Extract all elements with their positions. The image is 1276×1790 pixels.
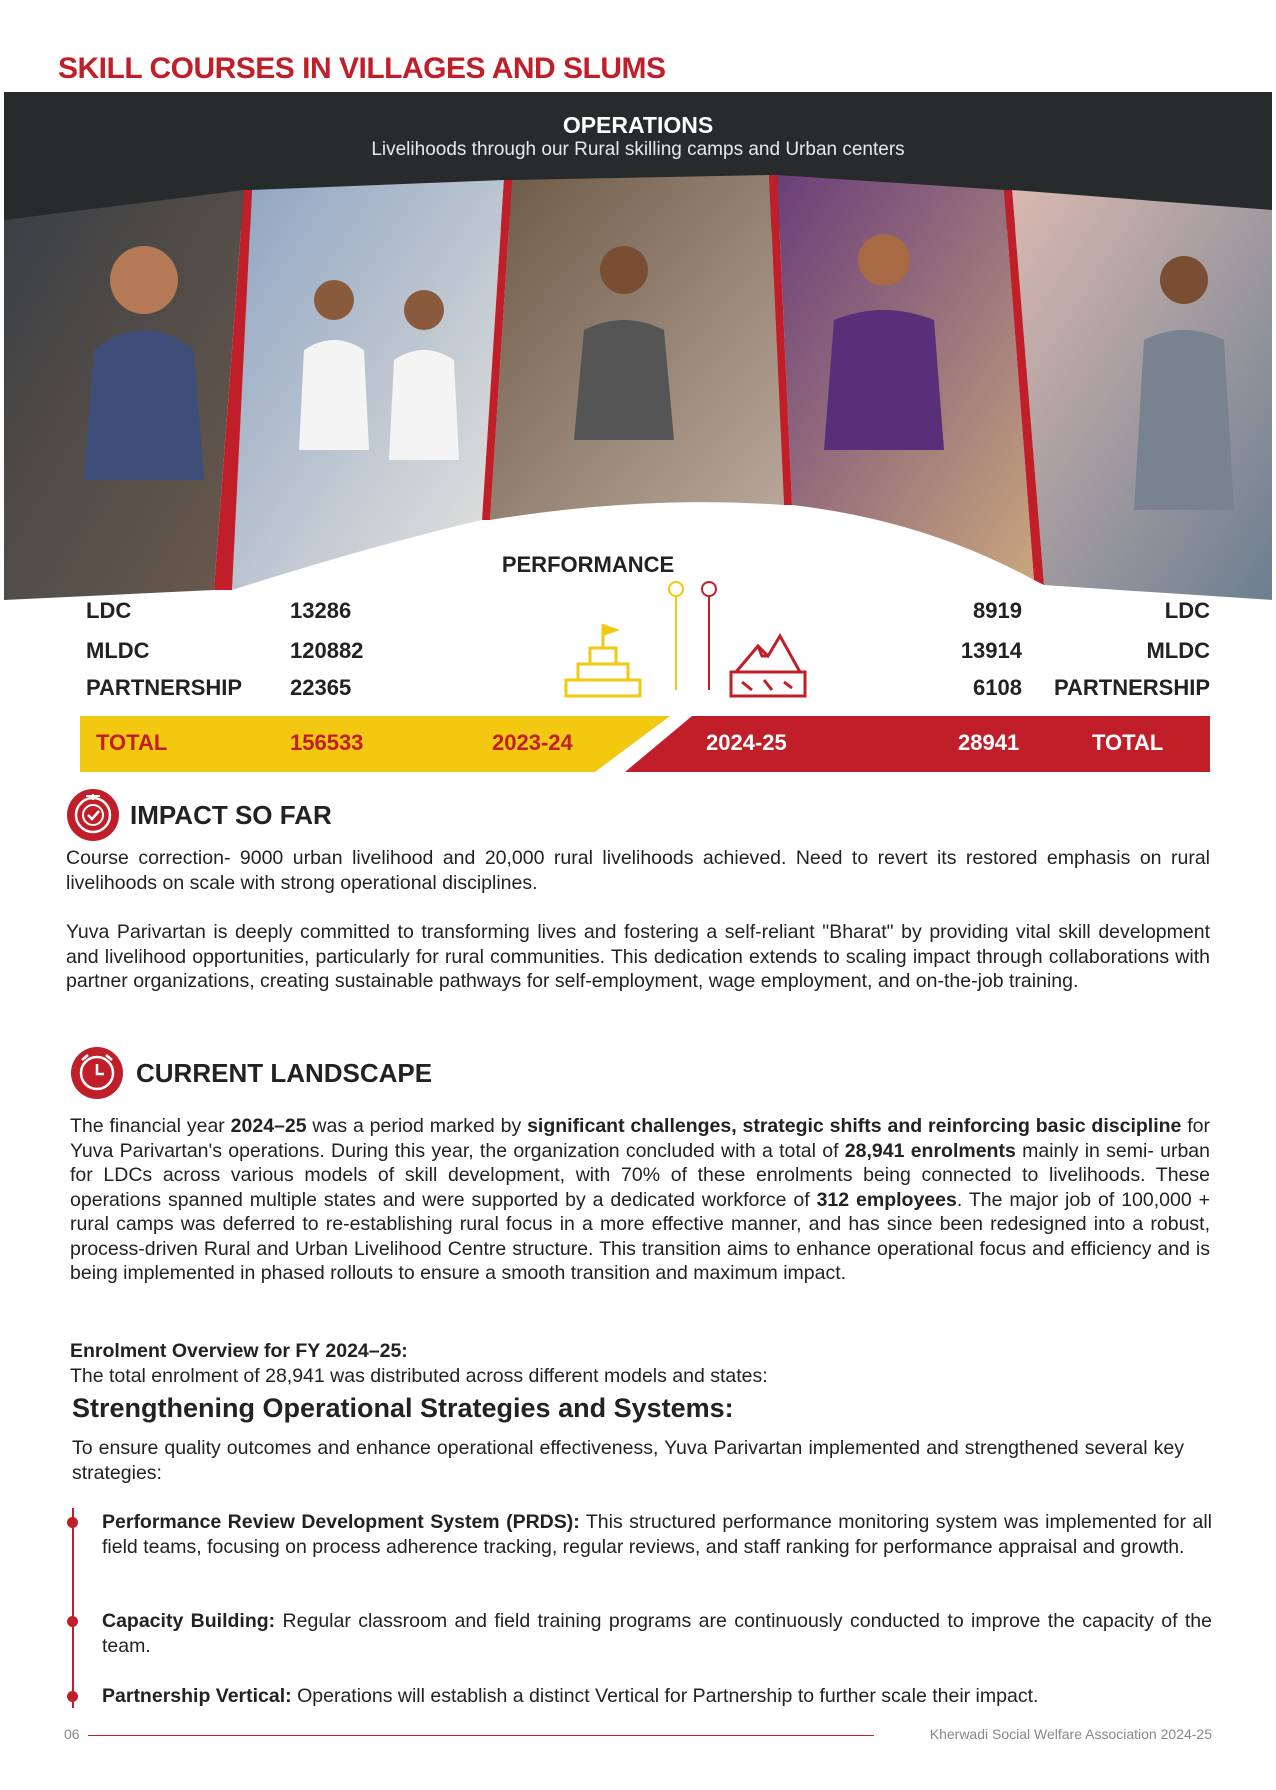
stat-value-partnership-2023: 22365 <box>290 675 352 700</box>
photo-nursing-students <box>232 180 504 590</box>
stat-value-mldc-2023: 120882 <box>290 638 364 663</box>
clock-icon <box>70 1046 124 1100</box>
landscape-heading: CURRENT LANDSCAPE <box>136 1058 433 1088</box>
bullet-dot <box>67 1691 78 1702</box>
podium-flag-icon <box>562 620 644 702</box>
strategy-item-prds: Performance Review Development System (PRDS): This structured performance monitoring system was implemented for all field teams, focusing on process adherence tracking, regular reviews, and staff ranking for performance appraisal and growth. <box>102 1511 1212 1558</box>
total-label-2023: TOTAL <box>96 730 168 755</box>
operations-title: OPERATIONS <box>562 112 714 138</box>
total-value-2023: 156533 <box>290 730 364 755</box>
strategies-intro: To ensure quality outcomes and enhance operational effectiveness, Yuva Parivartan implemented and strengthened several key strategies: <box>72 1437 1184 1484</box>
enrolment-text: The total enrolment of 28,941 was distributed across different models and states: <box>70 1365 768 1387</box>
impact-paragraph-1: Course correction- 9000 urban livelihood and 20,000 rural livelihoods achieved. Need to revert its restored emphasis on rural livelihoods on scale with strong operational disciplines. <box>66 847 1210 894</box>
stat-value-partnership-2024: 6108 <box>973 675 1022 700</box>
bullet-dot <box>67 1616 78 1627</box>
landscape-paragraph: The financial year 2024–25 was a period marked by significant challenges, strategic shifts and reinforcing basic discipline for Yuva Parivartan's operations. During this year, the organization concluded with a total of 28,941 enrolments mainly in semi- urban for LDCs across various models of skill development, with 70% of these enrolments being connected to livelihoods. These operations spanned multiple states and were supported by a dedicated workforce of 312 employees. The major job of 100,000 + rural camps was deferred to re-establishing rural focus in a more effective manner, and has since been redesigned into a robust, process-driven Rural and Urban Livelihood Centre structure. This transition aims to enhance operational focus and efficiency and is being implemented in phased rollouts to ensure a smooth transition and maximum impact. <box>70 1115 1210 1284</box>
stat-label-ldc-2024: LDC <box>1164 598 1210 623</box>
stat-value-ldc-2024: 8919 <box>973 598 1022 623</box>
stat-label-partnership-2023: PARTNERSHIP <box>86 675 243 700</box>
year-2024-25: 2024-25 <box>706 730 787 755</box>
stat-value-mldc-2024: 13914 <box>960 638 1022 663</box>
mountain-flag-icon <box>728 628 808 700</box>
target-icon <box>66 788 120 842</box>
total-label-2024: TOTAL <box>1092 730 1164 755</box>
totals-band <box>80 716 1210 776</box>
performance-title: PERFORMANCE <box>501 552 675 577</box>
bullet-timeline-line <box>72 1508 74 1708</box>
footer-org: Kherwadi Social Welfare Association 2024-25 <box>929 1726 1212 1742</box>
performance-connector <box>640 580 730 710</box>
stat-label-mldc-2024: MLDC <box>1146 638 1210 663</box>
page-title: SKILL COURSES IN VILLAGES AND SLUMS <box>58 52 666 85</box>
stat-label-mldc-2023: MLDC <box>86 638 150 663</box>
photo-collage <box>4 150 1272 600</box>
year-2023-24: 2023-24 <box>492 730 573 755</box>
strategies-heading: Strengthening Operational Strategies and Systems: <box>72 1393 734 1423</box>
strategy-item-partnership: Partnership Vertical: Operations will establish a distinct Vertical for Partnership to further scale their impact. <box>102 1685 1039 1707</box>
footer-divider <box>88 1735 874 1736</box>
stat-label-ldc-2023: LDC <box>86 598 132 623</box>
impact-paragraph-2: Yuva Parivartan is deeply committed to transforming lives and fostering a self-reliant "Bharat" by providing vital skill development and livelihood opportunities, particularly for rural communities. This dedication extends to scaling impact through collaborations with partner organizations, creating sustainable pathways for self-employment, wage employment, and on-the-job training. <box>66 921 1210 992</box>
stat-value-ldc-2023: 13286 <box>290 598 352 623</box>
operations-subtitle: Livelihoods through our Rural skilling camps and Urban centers <box>371 139 905 160</box>
stat-label-partnership-2024: PARTNERSHIP <box>1053 675 1210 700</box>
total-value-2024: 28941 <box>958 730 1020 755</box>
enrolment-heading: Enrolment Overview for FY 2024–25: <box>70 1340 408 1362</box>
page-number: 06 <box>64 1726 80 1742</box>
strategy-item-capacity: Capacity Building: Regular classroom and field training programs are continuously conducted to improve the capacity of the team. <box>102 1610 1212 1657</box>
impact-heading: IMPACT SO FAR <box>130 800 332 830</box>
bullet-dot <box>67 1517 78 1528</box>
